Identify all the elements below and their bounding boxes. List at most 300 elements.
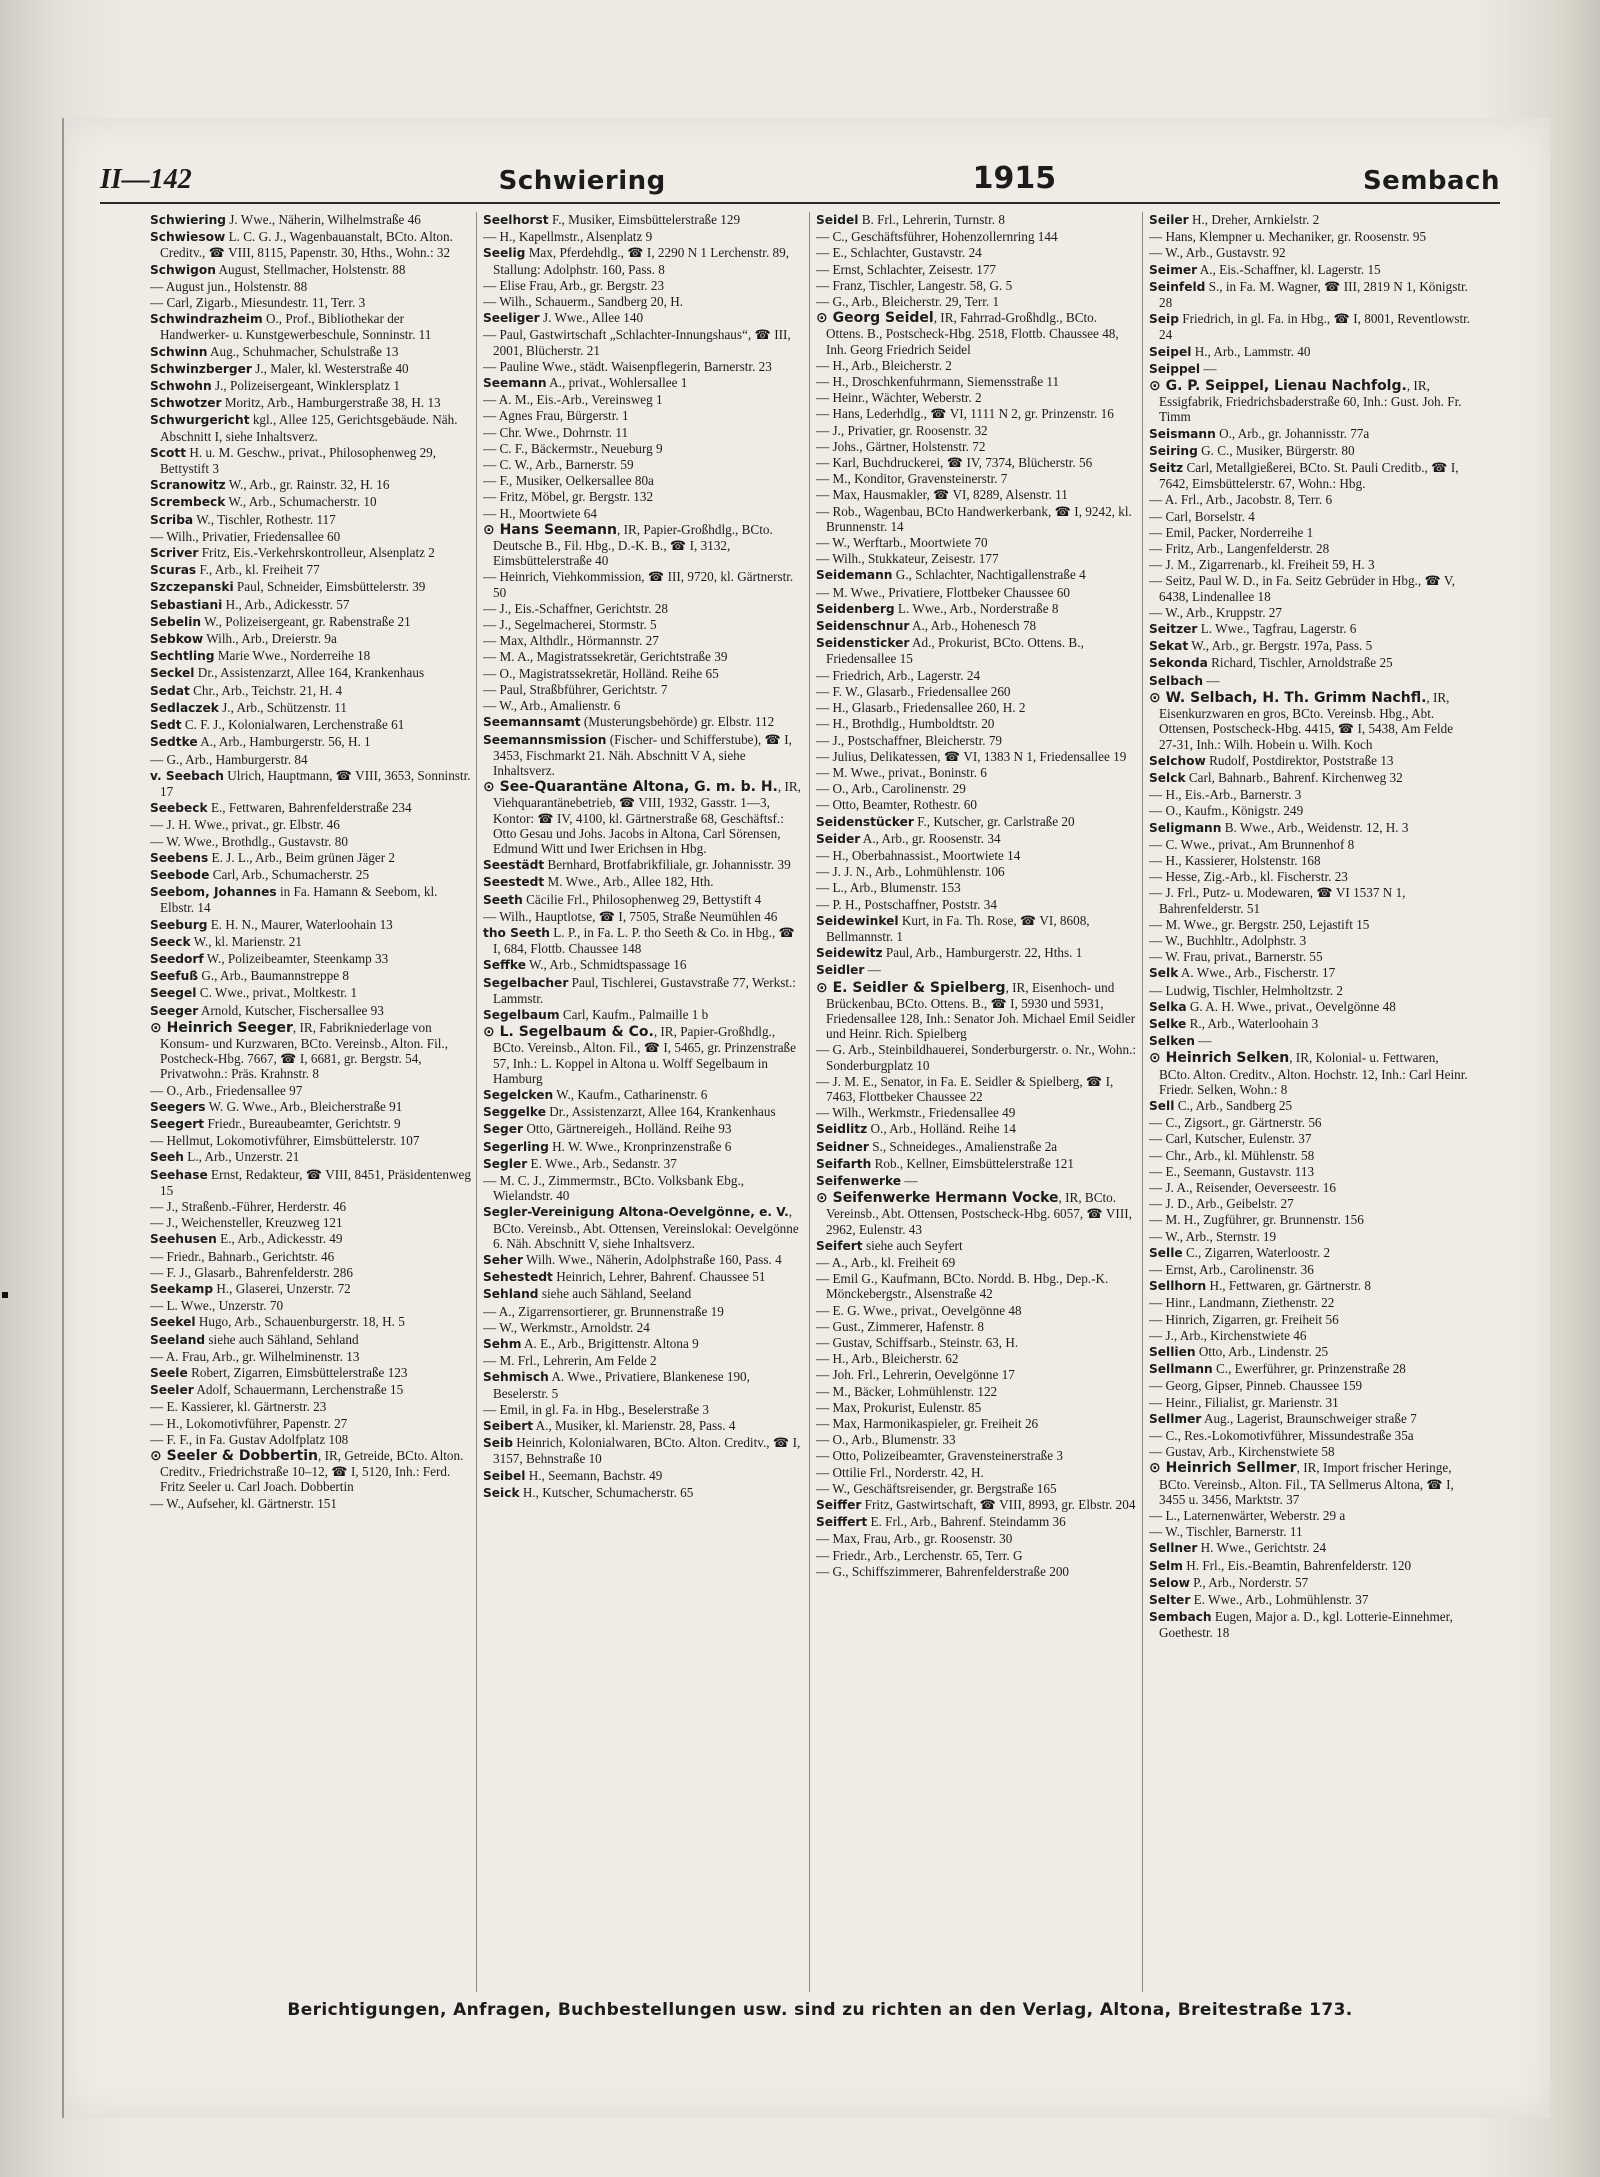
directory-entry: [150, 850, 472, 866]
entry-text: — F. F., in Fa. Gustav Adolfplatz 108: [150, 1431, 349, 1447]
directory-entry: [483, 392, 805, 407]
directory-entry: [150, 752, 472, 767]
entry-text: Paul, Tischlerei, Gustavstraße 77, Werkst.: Lammstr.: [493, 974, 796, 1006]
directory-entry: [483, 909, 805, 924]
entry-name: Seffke: [483, 958, 526, 973]
entry-text: Marie Wwe., Norderreihe 18: [214, 648, 371, 664]
directory-entry: [816, 749, 1138, 764]
entry-text: — C., Res.-Lokomotivführer, Missundestraße 35a: [1149, 1428, 1414, 1444]
entry-text: O., Arb., Holländ. Reihe 14: [867, 1121, 1016, 1137]
directory-entry: [1149, 1196, 1471, 1211]
entry-name: Schwinn: [150, 344, 208, 359]
directory-entry: [150, 597, 472, 613]
directory-entry: [150, 734, 472, 750]
entry-text: — H., Eis.-Arb., Barnerstr. 3: [1149, 787, 1302, 803]
entry-text: J., Arb., Schützenstr. 11: [218, 699, 347, 715]
directory-entry: [816, 700, 1138, 715]
entry-text: W., Arb., gr. Bergstr. 197a, Pass. 5: [1188, 638, 1373, 654]
entry-name: v. Seebach: [150, 768, 224, 783]
directory-entry: [150, 1265, 472, 1280]
entry-name: Sedlaczek: [150, 700, 219, 715]
entry-text: Rudolf, Postdirektor, Poststraße 13: [1205, 752, 1394, 768]
directory-entry: [150, 1020, 472, 1082]
entry-text: , IR, Fahrrad-Großhdlg., BCto. Ottens. B., Postscheck-Hbg. 2518, Flottb. Chaussee 48, Inh. Georg Friedrich Seidel: [826, 310, 1119, 357]
entry-text: — F. J., Glasarb., Bahrenfelderstr. 286: [150, 1264, 353, 1280]
directory-entry: [150, 212, 472, 228]
entry-text: — Chr. Wwe., Dohrnstr. 11: [483, 424, 629, 440]
directory-entry: [816, 684, 1138, 699]
entry-text: — H., Arb., Bleicherstr. 62: [816, 1351, 959, 1367]
entry-text: E., Fettwaren, Bahrenfelderstraße 234: [207, 800, 412, 816]
directory-entry: [150, 1133, 472, 1148]
entry-text: F., Kutscher, gr. Carlstraße 20: [913, 813, 1075, 829]
entry-text: Fritz, Eis.-Verkehrskontrolleur, Alsenplatz 2: [198, 545, 435, 561]
entry-text: — J., Straßenb.-Führer, Herderstr. 46: [150, 1198, 347, 1214]
entry-text: — Ludwig, Tischler, Helmholtzstr. 2: [1149, 982, 1343, 998]
directory-entry: [816, 455, 1138, 470]
entry-text: (Fischer- und Schifferstube), ☎ I, 3453, Fischmarkt 21. Näh. Abschnitt V A, siehe Inhaltsverz.: [493, 731, 792, 778]
directory-entry: [483, 212, 805, 228]
entry-name: ⊙ Heinrich Seeger: [150, 1019, 293, 1036]
entry-text: — Carl, Zigarb., Miesundestr. 11, Terr. 3: [150, 295, 366, 311]
entry-text: — Gust., Zimmerer, Hafenstr. 8: [816, 1318, 984, 1334]
entry-name: Seeh: [150, 1150, 184, 1165]
entry-name: Sechtling: [150, 649, 215, 664]
entry-name: Schwurgericht: [150, 413, 250, 428]
entry-text: A., Eis.-Schaffner, kl. Lagerstr. 15: [1197, 261, 1381, 277]
directory-entry: [150, 1298, 472, 1313]
entry-text: Hugo, Arb., Schauenburgerstr. 18, H. 5: [195, 1314, 405, 1330]
entry-text: — Otto, Polizeibeamter, Gravensteinerstraße 3: [816, 1448, 1064, 1464]
entry-name: Seemann: [483, 376, 547, 391]
directory-entry: [150, 344, 472, 360]
directory-entry: [483, 1418, 805, 1434]
page-header: [100, 150, 1500, 204]
entry-text: L. P., in Fa. L. P. tho Seeth & Co. in Hbg., ☎ I, 684, Flottb. Chaussee 148: [493, 924, 795, 957]
entry-text: O., Arb., gr. Johannisstr. 77a: [1215, 425, 1370, 441]
entry-text: — Hans, Klempner u. Mechaniker, gr. Roosenstr. 95: [1149, 229, 1427, 245]
directory-entry: [816, 1303, 1138, 1318]
entry-text: , IR, Viehquarantänebetrieb, ☎ VIII, 1932, Gasstr. 1—3, Kontor: ☎ IV, 4100, kl. Gärtnerstraße 68, Geschäftsf.: Otto Gesau und Johs. Jacobs in Altona, Carl Sörensen, Edmund Witt und Iwer Erichsen in Hbg.: [493, 779, 801, 856]
entry-text: J. Wwe., Näherin, Wilhelmstraße 46: [225, 212, 421, 227]
directory-entry: [150, 1399, 472, 1414]
entry-name: Seeland: [150, 1332, 206, 1347]
entry-name: Seidemann: [816, 568, 893, 583]
entry-name: Sekat: [1149, 639, 1189, 654]
directory-entry: [816, 1497, 1138, 1513]
directory-entry: [150, 934, 472, 950]
directory-entry: [816, 423, 1138, 438]
entry-text: J., Maler, kl. Westerstraße 40: [251, 360, 409, 376]
entry-text: , IR, Papier-Großhdlg., BCto. Vereinsb., Alton. Fil., ☎ I, 5465, gr. Prinzenstraße 57, Inh.: L. Koppel in Altona u. Wolff Segelbaum in Hamburg: [493, 1024, 796, 1086]
directory-entry: [150, 279, 472, 294]
directory-entry: [483, 473, 805, 488]
entry-text: — Pauline Wwe., städt. Waisenpflegerin, Barnerstr. 23: [483, 358, 772, 374]
entry-text: Otto, Gärtnereigeh., Holländ. Reihe 93: [523, 1121, 732, 1137]
directory-entry: [150, 579, 472, 595]
entry-text: — H., Moortwiete 64: [483, 505, 597, 521]
entry-name: Seehusen: [150, 1232, 217, 1247]
directory-entry: [483, 666, 805, 681]
entry-text: — Paul, Straßbführer, Gerichtstr. 7: [483, 681, 668, 697]
entry-text: Heinrich, Kolonialwaren, BCto. Alton. Creditv., ☎ I, 3157, Behnstraße 10: [493, 1435, 801, 1467]
entry-text: A., privat., Wohlersallee 1: [546, 375, 688, 391]
directory-entry: [483, 975, 805, 1006]
entry-name: ⊙ Georg Seidel: [816, 310, 934, 327]
column-1: [150, 212, 477, 1992]
directory-entry: [1149, 1395, 1471, 1410]
directory-entry: [150, 295, 472, 310]
entry-text: C., Arb., Sandberg 25: [1174, 1097, 1293, 1113]
entry-name: Seidlitz: [816, 1122, 868, 1137]
entry-name: ⊙ W. Selbach, H. Th. Grimm Nachfl.: [1149, 689, 1427, 706]
entry-text: C., Zigarren, Waterloostr. 2: [1182, 1244, 1331, 1260]
directory-entry: [483, 294, 805, 309]
entry-name: Seitzer: [1149, 622, 1198, 637]
entry-name: Sellien: [1149, 1345, 1196, 1360]
entry-name: ⊙ Hans Seemann: [483, 521, 617, 538]
directory-entry: [1149, 1592, 1471, 1608]
entry-text: — H., Glasarb., Friedensallee 260, H. 2: [816, 700, 1026, 716]
entry-text: — J., Postschaffner, Bleicherstr. 79: [816, 732, 1003, 748]
entry-text: — Friedr., Bahnarb., Gerichtstr. 46: [150, 1248, 335, 1264]
directory-entry: [1149, 837, 1471, 852]
entry-text: — Gustav, Arb., Kirchenstwiete 58: [1149, 1444, 1335, 1460]
directory-entry: [816, 1190, 1138, 1237]
directory-entry: [150, 951, 472, 967]
directory-entry: [483, 457, 805, 472]
directory-entry: [483, 1173, 805, 1203]
entry-name: Segler: [483, 1156, 528, 1171]
directory-entry: [1149, 1361, 1471, 1377]
directory-entry: [816, 1042, 1138, 1072]
directory-entry: [483, 1121, 805, 1137]
entry-text: , IR, Getreide, BCto. Alton. Creditv., Friedrichstraße 10–12, ☎ I, 5120, Inh.: Ferd. Fritz Seeler u. Carl Joach. Dobbertin: [160, 1448, 464, 1495]
directory-entry: [1149, 965, 1471, 981]
directory-entry: [1149, 460, 1471, 491]
entry-text: —: [864, 962, 881, 978]
directory-entry: [483, 245, 805, 276]
entry-text: Wilh., Arb., Dreierstr. 9a: [203, 631, 337, 647]
directory-entry: [816, 487, 1138, 502]
entry-text: Robert, Zigarren, Eimsbüttelerstraße 123: [187, 1365, 408, 1381]
directory-entry: [483, 698, 805, 713]
entry-text: Ulrich, Hauptmann, ☎ VIII, 3653, Sonninstr. 17: [160, 767, 471, 799]
entry-text: O., Prof., Bibliothekar der Handwerker- u. Kunstgewerbeschule, Sonninstr. 11: [160, 311, 432, 343]
entry-text: — Carl, Borselstr. 4: [1149, 508, 1255, 524]
directory-entry: [816, 765, 1138, 780]
entry-text: C. F. J., Kolonialwaren, Lerchenstraße 61: [181, 717, 405, 733]
entry-text: — Otto, Beamter, Rothestr. 60: [816, 797, 977, 813]
directory-entry: [816, 1139, 1138, 1155]
directory-entry: [1149, 1312, 1471, 1327]
entry-text: — Georg, Gipser, Pinneb. Chaussee 159: [1149, 1378, 1363, 1394]
entry-text: — A., Arb., kl. Freiheit 69: [816, 1255, 956, 1270]
entry-text: — G., Arb., Hamburgerstr. 84: [150, 751, 308, 767]
directory-entry: [1149, 1378, 1471, 1393]
directory-entry: [816, 358, 1138, 373]
entry-text: Aug., Lagerist, Braunschweiger straße 7: [1201, 1410, 1417, 1426]
entry-name: Segelbacher: [483, 975, 569, 990]
entry-text: — J. J. N., Arb., Lohmühlenstr. 106: [816, 864, 1005, 880]
directory-entry: [483, 617, 805, 632]
directory-entry: [483, 779, 805, 856]
entry-name: Seher: [483, 1253, 523, 1267]
directory-entry: [150, 768, 472, 799]
entry-text: Fritz, Gastwirtschaft, ☎ VIII, 8993, gr. Elbstr. 204: [861, 1497, 1136, 1513]
entry-text: E. H. N., Maurer, Waterloohain 13: [207, 916, 393, 932]
entry-text: — C. W., Arb., Barnerstr. 59: [483, 457, 634, 473]
entry-name: Seefuß: [150, 969, 199, 984]
directory-entry: [1149, 770, 1471, 786]
entry-name: Selm: [1149, 1558, 1183, 1573]
entry-text: — Heinr., Wächter, Weberstr. 2: [816, 390, 982, 406]
directory-entry: [816, 831, 1138, 847]
directory-entry: [816, 1564, 1138, 1579]
directory-entry: [1149, 1508, 1471, 1523]
entry-name: ⊙ See-Quarantäne Altona, G. m. b. H.: [483, 779, 778, 796]
directory-entry: [816, 601, 1138, 617]
entry-text: — J., Privatier, gr. Roosenstr. 32: [816, 422, 988, 438]
entry-name: Seidensticker: [816, 636, 910, 651]
directory-entry: [1149, 525, 1471, 540]
directory-entry: [150, 1083, 472, 1098]
directory-entry: [150, 445, 472, 476]
entry-text: Arnold, Kutscher, Fischersallee 93: [198, 1002, 384, 1018]
entry-text: — Hinrich, Zigarren, gr. Freiheit 56: [1149, 1311, 1339, 1327]
entry-name: Sellhorn: [1149, 1279, 1207, 1294]
directory-entry: [483, 569, 805, 599]
directory-entry: [150, 1332, 472, 1348]
entry-name: Sekonda: [1149, 656, 1208, 671]
entry-name: ⊙ Heinrich Selken: [1149, 1050, 1290, 1067]
entry-name: Sellmer: [1149, 1411, 1202, 1426]
entry-text: — Agnes Frau, Bürgerstr. 1: [483, 408, 629, 424]
entry-text: — Wilh., Werkmstr., Friedensallee 49: [816, 1105, 1016, 1121]
entry-text: Chr., Arb., Teichstr. 21, H. 4: [189, 682, 343, 698]
entry-name: Selka: [1149, 999, 1187, 1014]
directory-entry: [1149, 1344, 1471, 1360]
entry-name: Seegers: [150, 1099, 206, 1114]
directory-entry: [1149, 1609, 1471, 1640]
entry-name: Sedt: [150, 718, 182, 733]
directory-entry: [150, 1249, 472, 1264]
entry-text: — A. M., Eis.-Arb., Vereinsweg 1: [483, 392, 663, 408]
directory-entry: [816, 1105, 1138, 1120]
entry-name: Seekel: [150, 1315, 196, 1330]
entry-text: W., Polizeibeamter, Steenkamp 33: [203, 950, 389, 966]
entry-name: Sell: [1149, 1098, 1175, 1113]
entry-name: Sellmann: [1149, 1362, 1213, 1377]
entry-name: Sembach: [1149, 1610, 1212, 1625]
directory-entry: [150, 229, 472, 260]
entry-text: — Heinr., Filialist, gr. Marienstr. 31: [1149, 1394, 1339, 1410]
entry-text: — Hans, Lederhdlg., ☎ VI, 1111 N 2, gr. Prinzenstr. 16: [816, 406, 1114, 422]
directory-entry: [483, 229, 805, 244]
entry-text: Max, Pferdehdlg., ☎ I, 2290 N 1 Lerchenstr. 89, Stallung: Adolphstr. 160, Pass. 8: [493, 245, 790, 277]
entry-text: C., Ewerführer, gr. Prinzenstraße 28: [1212, 1361, 1406, 1377]
entry-text: —: [1194, 1033, 1212, 1049]
entry-name: Schwindrazheim: [150, 312, 263, 327]
entry-text: — W., Werkmstr., Arnoldstr. 24: [483, 1319, 650, 1335]
directory-entry: [816, 551, 1138, 566]
directory-entry: [1149, 949, 1471, 964]
directory-entry: [150, 494, 472, 510]
entry-text: E. J. L., Arb., Beim grünen Jäger 2: [208, 849, 396, 865]
entry-name: Seeburg: [150, 917, 208, 932]
entry-text: Moritz, Arb., Hamburgerstraße 38, H. 13: [221, 395, 441, 411]
entry-text: — Friedr., Arb., Lerchenstr. 65, Terr. G: [816, 1547, 1023, 1563]
entry-text: — H., Kapellmstr., Alsenplatz 9: [483, 229, 653, 245]
entry-text: P., Arb., Norderstr. 57: [1189, 1574, 1309, 1590]
directory-entry: [150, 1231, 472, 1247]
entry-text: —: [1203, 672, 1220, 688]
entry-text: W., Arb., gr. Rainstr. 32, H. 16: [225, 477, 390, 493]
entry-text: Wilh. Wwe., Näherin, Adolphstraße 160, Pass. 4: [523, 1252, 782, 1267]
entry-name: Scuras: [150, 563, 197, 578]
directory-entry: [816, 585, 1138, 600]
entry-text: — A. Frau, Arb., gr. Wilhelminenstr. 13: [150, 1348, 360, 1364]
entry-name: Seegert: [150, 1116, 205, 1131]
directory-entry: [816, 439, 1138, 454]
directory-entry: [1149, 1460, 1471, 1507]
directory-entry: [483, 489, 805, 504]
entry-name: Seemannsamt: [483, 715, 581, 730]
entry-name: Seebom, Johannes: [150, 885, 277, 900]
entry-name: Seinfeld: [1149, 279, 1206, 294]
entry-text: — H., Arb., Bleicherstr. 2: [816, 357, 952, 373]
entry-text: — Gustav, Schiffsarb., Steinstr. 63, H.: [816, 1335, 1019, 1351]
entry-text: S., Schneideges., Amalienstraße 2a: [868, 1138, 1058, 1154]
directory-entry: [483, 1269, 805, 1285]
directory-entry: [150, 412, 472, 443]
directory-entry: [1149, 1524, 1471, 1539]
entry-name: Seebode: [150, 867, 210, 882]
directory-entry: [1149, 803, 1471, 818]
entry-name: Seib: [483, 1436, 513, 1451]
directory-entry: [1149, 983, 1471, 998]
entry-text: A., Arb., Hohenesch 78: [909, 618, 1037, 634]
entry-text: — Hellmut, Lokomotivführer, Eimsbüttelerstr. 107: [150, 1133, 420, 1149]
entry-text: — M. Wwe., gr. Bergstr. 250, Lejastift 15: [1149, 916, 1370, 932]
directory-entry: [483, 1024, 805, 1086]
directory-entry: [483, 1087, 805, 1103]
entry-text: (Musterungsbehörde) gr. Elbstr. 112: [580, 714, 775, 730]
directory-entry: [150, 917, 472, 933]
directory-entry: [1149, 557, 1471, 572]
entry-text: — Franz, Tischler, Langestr. 58, G. 5: [816, 277, 1013, 293]
entry-name: Seismann: [1149, 426, 1216, 441]
entry-name: Schwohn: [150, 379, 212, 394]
entry-name: ⊙ L. Segelbaum & Co.: [483, 1024, 654, 1041]
directory-entry: [1149, 1229, 1471, 1244]
directory-entry: [816, 1448, 1138, 1463]
entry-text: — Karl, Buchdruckerei, ☎ IV, 7374, Blücherstr. 56: [816, 455, 1093, 471]
directory-entry: [816, 1351, 1138, 1366]
entry-text: G. A. H. Wwe., privat., Oevelgönne 48: [1186, 998, 1396, 1014]
entry-text: — A. Frl., Arb., Jacobstr. 8, Terr. 6: [1149, 492, 1333, 508]
directory-entry: [1149, 344, 1471, 360]
entry-name: Seibel: [483, 1468, 526, 1483]
entry-text: H., Dreher, Arnkielstr. 2: [1188, 212, 1320, 227]
directory-entry: [483, 1485, 805, 1501]
entry-text: — Wilh., Schauerm., Sandberg 20, H.: [483, 294, 684, 310]
entry-text: L. C. G. J., Wagenbauanstalt, BCto. Alton. Creditv., ☎ VIII, 8115, Papenstr. 30, Hths., Wohn.: 32: [160, 229, 453, 261]
entry-text: — W., Geschäftsreisender, gr. Bergstraße 165: [816, 1480, 1057, 1496]
directory-entry: [1149, 1115, 1471, 1130]
entry-text: — Julius, Delikatessen, ☎ VI, 1383 N 1, Friedensallee 19: [816, 748, 1127, 764]
directory-entry: [150, 378, 472, 394]
directory-entry: [483, 601, 805, 616]
entry-text: , IR, Essigfabrik, Friedrichsbaderstraße 60, Inh.: Gust. Joh. Fr. Timm: [1159, 378, 1462, 425]
column-3: [816, 212, 1143, 1992]
directory-entry: [483, 633, 805, 648]
entry-text: — W., Tischler, Barnerstr. 11: [1149, 1524, 1303, 1540]
directory-entry: [1149, 443, 1471, 459]
entry-text: Carl, Arb., Schumacherstr. 25: [209, 866, 370, 882]
directory-entry: [1149, 621, 1471, 637]
directory-entry: [483, 1320, 805, 1335]
entry-text: — M. Wwe., Privatiere, Flottbeker Chaussee 60: [816, 584, 1070, 600]
directory-entry: [150, 800, 472, 816]
entry-text: L. Wwe., Arb., Norderstraße 8: [894, 600, 1059, 616]
entry-name: Seidner: [816, 1139, 869, 1154]
entry-text: — Joh. Frl., Lehrerin, Oevelgönne 17: [816, 1367, 1015, 1383]
entry-name: Seifert: [816, 1238, 863, 1253]
directory-entry: [150, 1365, 472, 1381]
entry-name: Seip: [1149, 312, 1179, 327]
directory-entry: [1149, 311, 1471, 342]
directory-entry: [816, 406, 1138, 421]
entry-name: Seebens: [150, 850, 209, 865]
entry-text: — Emil, in gl. Fa. in Hbg., Beselerstraße 3: [483, 1401, 709, 1417]
entry-text: — G., Schiffszimmerer, Bahrenfelderstraße 200: [816, 1563, 1070, 1579]
directory-entry: [1149, 1033, 1471, 1049]
directory-entry: [150, 361, 472, 377]
directory-entry: [816, 294, 1138, 309]
entry-text: — J. Frl., Putz- u. Modewaren, ☎ VI 1537 N 1, Bahrenfelderstr. 51: [1149, 885, 1406, 916]
directory-entry: [483, 1435, 805, 1466]
directory-entry: [1149, 573, 1471, 603]
entry-text: — E. Kassierer, kl. Gärtnerstr. 23: [150, 1399, 327, 1415]
entry-text: — J. A., Reisender, Oeverseestr. 16: [1149, 1179, 1336, 1195]
directory-entry: [150, 1314, 472, 1330]
directory-entry: [816, 797, 1138, 812]
entry-text: — Max, Hausmakler, ☎ VI, 8289, Alsenstr. 11: [816, 487, 1068, 503]
entry-name: Seelig: [483, 246, 526, 261]
entry-name: Seiffert: [816, 1515, 868, 1530]
directory-entry: [1149, 917, 1471, 932]
directory-entry: [816, 245, 1138, 260]
directory-entry: [816, 1514, 1138, 1530]
directory-entry: [1149, 787, 1471, 802]
directory-entry: [1149, 1295, 1471, 1310]
entry-text: —: [1200, 360, 1217, 376]
directory-entry: [483, 1252, 805, 1268]
entry-text: — O., Kaufm., Königstr. 249: [1149, 803, 1304, 819]
entry-name: ⊙ Heinrich Sellmer: [1149, 1460, 1297, 1477]
entry-text: — W. Wwe., Brothdlg., Gustavstr. 80: [150, 833, 348, 849]
directory-entry: [816, 262, 1138, 277]
directory-entry: [1149, 245, 1471, 260]
directory-entry: [150, 648, 472, 664]
directory-entry: [150, 529, 472, 544]
entry-text: — J. M. E., Senator, in Fa. E. Seidler & Spielberg, ☎ I, 7463, Flottbeker Chaussee 22: [816, 1073, 1114, 1104]
entry-name: Seeck: [150, 934, 191, 949]
entry-name: Seidenberg: [816, 601, 895, 616]
directory-entry: [816, 278, 1138, 293]
entry-text: H., Arb., Adickesstr. 57: [222, 596, 350, 612]
